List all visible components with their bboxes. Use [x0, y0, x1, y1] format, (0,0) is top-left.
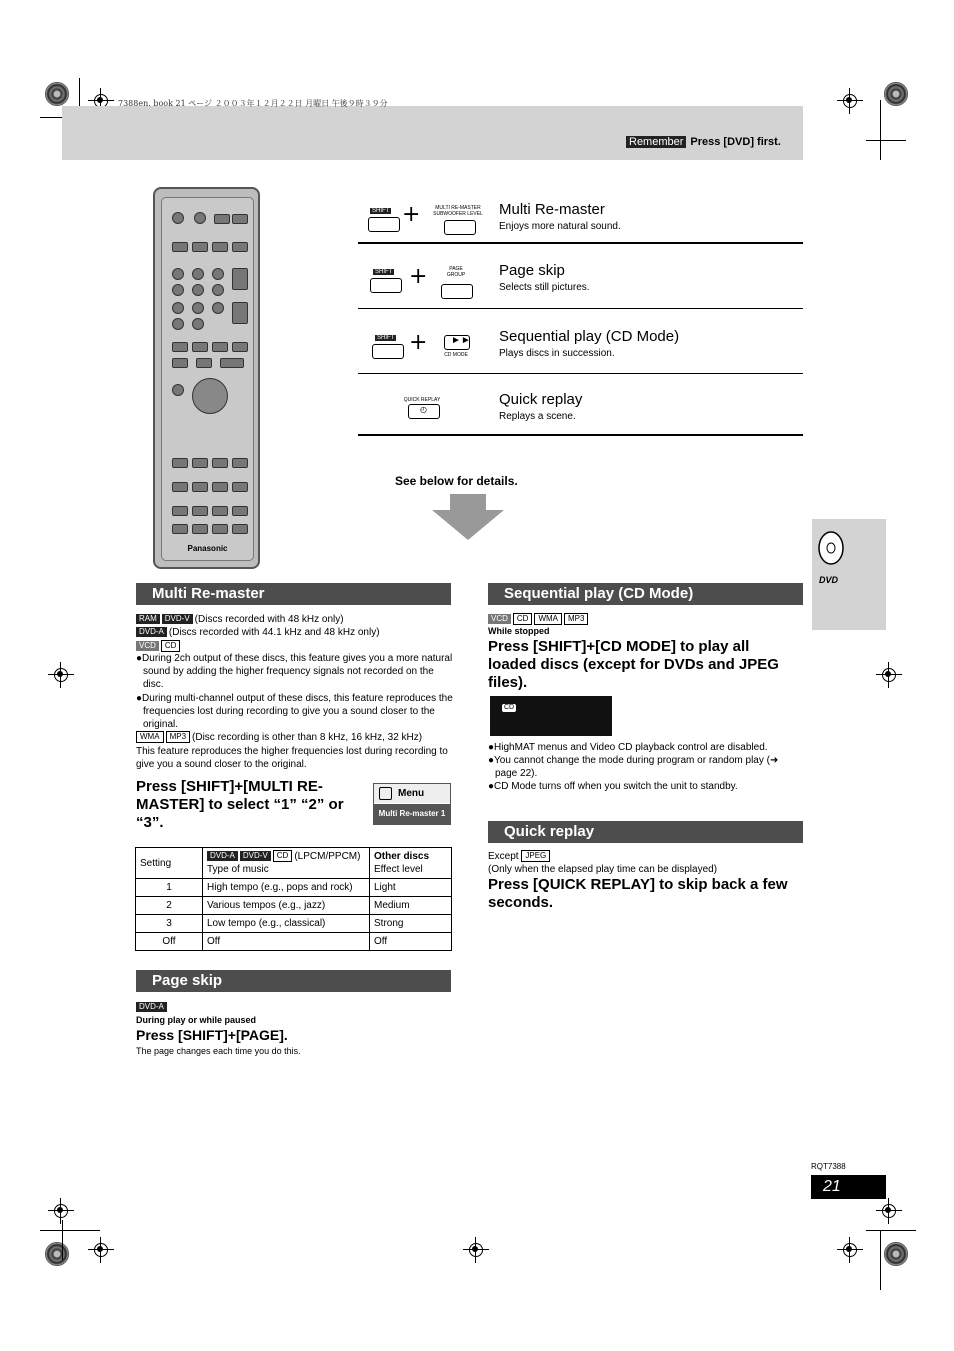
remote-key-icon: [212, 506, 228, 516]
tv-power-button-icon: [194, 212, 206, 224]
registration-target-icon: [837, 88, 863, 114]
disc-badge: VCD: [488, 614, 511, 624]
disc-line: [136, 1001, 169, 1014]
disc-line-2: [136, 626, 380, 639]
disc-badge: DVD-A: [136, 627, 167, 637]
multi-remaster-key-label: MULTI RE-MASTER SUBWOOFER LEVEL: [433, 205, 483, 217]
menu-title: Menu: [398, 788, 425, 799]
numeric-key-icon: [192, 268, 204, 280]
registration-target-icon: [48, 662, 74, 688]
remember-text: Press [DVD] first.: [690, 136, 781, 148]
remote-key-icon: [232, 214, 248, 224]
disc-note: (Discs recorded with 48 kHz only): [194, 614, 344, 625]
divider: [358, 242, 803, 244]
registration-target-icon: [463, 1237, 489, 1263]
bullet-item: ●You cannot change the mode during program or random play (➜ page 22).: [488, 755, 779, 779]
plus-icon: +: [402, 202, 421, 227]
file-info: 7388en. book 21 ページ ２００３年１２月２２日 月曜日 午後９時３９分: [118, 99, 388, 108]
section-heading-page-skip: Page skip: [136, 970, 451, 992]
feature-description: Replays a scene.: [499, 411, 576, 422]
numeric-key-icon: [192, 302, 204, 314]
feature-description: Plays discs in succession.: [499, 348, 615, 359]
plus-icon: +: [409, 264, 428, 289]
shift-key-label: SHIFT: [372, 208, 390, 214]
bullet-item: ●HighMAT menus and Video CD playback control are disabled.: [488, 742, 768, 753]
feature-description: Selects still pictures.: [499, 282, 590, 293]
disc-badge: DVD-V: [240, 851, 271, 861]
disc-badge: WMA: [136, 731, 164, 743]
cd-mode-display: [490, 696, 612, 736]
disc-badge: JPEG: [521, 850, 550, 862]
shift-key-label: SHIFT: [377, 335, 395, 341]
table-row: 1 High tempo (e.g., pops and rock) Light: [136, 879, 452, 897]
skip-key-icon: [192, 342, 208, 352]
disc-badge: CD: [273, 850, 293, 862]
crop-mark-bottom-left: [40, 1220, 120, 1290]
down-arrow-icon: [432, 494, 504, 540]
settings-table: [135, 847, 452, 951]
disc-note: (Disc recording is other than 8 kHz, 16 kHz, 32 kHz): [192, 732, 423, 743]
document-code: RQT7388: [811, 1162, 846, 1171]
instruction: Press [SHIFT]+[PAGE].: [136, 1027, 288, 1043]
bullet-item: ●During multi-channel output of these discs, this feature reproduces the frequencies lost during recording to give you a sound closer to the original.: [136, 693, 453, 730]
disc-badge: WMA: [534, 613, 562, 625]
remote-control-illustration: [153, 187, 260, 569]
numeric-key-icon: [212, 284, 224, 296]
dvd-disc-icon: [814, 528, 848, 568]
table-header-row: [136, 848, 452, 879]
crop-mark-top-right: [866, 100, 926, 170]
cd-mode-key-icon: [444, 335, 470, 350]
play-key-icon: [220, 358, 244, 368]
disc-line-4: [136, 731, 422, 744]
disc-badge: DVD-A: [207, 851, 238, 861]
quick-replay-key-label: QUICK REPLAY: [403, 397, 441, 403]
remote-key-icon: [172, 506, 188, 516]
numeric-key-icon: [192, 284, 204, 296]
quick-replay-key-icon: [408, 404, 440, 419]
top-menu-key-icon: [172, 384, 184, 396]
table-row: 2 Various tempos (e.g., jazz) Medium: [136, 897, 452, 915]
condition-text: While stopped: [488, 626, 550, 636]
table-row: Off Off Off: [136, 933, 452, 951]
disc-badge: RAM: [136, 614, 160, 624]
remote-key-icon: [172, 482, 188, 492]
remote-key-icon: [192, 506, 208, 516]
page-number: 21: [811, 1175, 886, 1199]
instruction: Press [SHIFT]+[MULTI RE-MASTER] to select “1” “2” or “3”.: [136, 778, 344, 831]
see-below-note: See below for details.: [395, 474, 518, 488]
volume-key-icon: [232, 302, 248, 324]
registration-disc-icon: [45, 82, 69, 106]
side-tab-label: DVD: [819, 575, 839, 585]
registration-target-icon: [876, 662, 902, 688]
remote-key-icon: [232, 242, 248, 252]
disc-badge: CD: [513, 613, 533, 625]
navigation-pad-icon: [192, 378, 228, 414]
table-header-cell: Other discs Effect level: [370, 848, 452, 879]
remote-key-icon: [172, 458, 188, 468]
remote-key-icon: [232, 524, 248, 534]
feature-title: Page skip: [499, 262, 565, 279]
feature-title: Multi Re-master: [499, 201, 605, 218]
cd-mode-key-label: CD MODE: [444, 352, 468, 358]
remember-tag: Remember: [626, 136, 686, 148]
numeric-key-icon: [172, 318, 184, 330]
disc-badge: DVD-A: [136, 1002, 167, 1012]
numeric-key-icon: [172, 284, 184, 296]
note-text: (Only when the elapsed play time can be displayed): [488, 864, 718, 875]
channel-key-icon: [232, 268, 248, 290]
clock-icon: ◴: [420, 405, 427, 414]
remote-key-icon: [172, 242, 188, 252]
table-row: 3 Low tempo (e.g., classical) Strong: [136, 915, 452, 933]
divider: [358, 373, 803, 374]
disc-badge: MP3: [564, 613, 588, 625]
fast-forward-icon: ►►: [451, 335, 471, 346]
remote-key-icon: [214, 214, 230, 224]
divider: [358, 308, 803, 309]
remote-key-icon: [192, 482, 208, 492]
disc-line-1: [136, 613, 344, 626]
table-header-cell: Setting: [136, 848, 203, 879]
remote-key-icon: [232, 506, 248, 516]
shift-key-icon: [372, 344, 404, 359]
shift-key-label: SHIFT: [375, 269, 393, 275]
skip-key-icon: [172, 342, 188, 352]
section-heading-multi-remaster: Multi Re-master: [136, 583, 451, 605]
bullet-item: ●During 2ch output of these discs, this feature gives you a more natural sound by adding the higher frequency signals not recorded on the disc.: [136, 653, 453, 690]
remote-key-icon: [212, 482, 228, 492]
numeric-key-icon: [212, 302, 224, 314]
multi-remaster-key-icon: [444, 220, 476, 235]
menu-item: Multi Re-master 1: [374, 804, 450, 824]
section-heading-quick-replay: Quick replay: [488, 821, 803, 843]
stop-key-icon: [172, 358, 188, 368]
menu-display: [373, 783, 451, 825]
divider: [358, 434, 803, 436]
registration-target-icon: [837, 1237, 863, 1263]
pause-key-icon: [196, 358, 212, 368]
remote-key-icon: [212, 524, 228, 534]
remote-key-icon: [232, 458, 248, 468]
header-band: [62, 106, 803, 160]
power-button-icon: [172, 212, 184, 224]
instruction: Press [SHIFT]+[CD MODE] to play all loaded discs (except for DVDs and JPEG files).: [488, 638, 779, 691]
numeric-key-icon: [192, 318, 204, 330]
feature-description: Enjoys more natural sound.: [499, 221, 621, 232]
cd-mode-indicator: CD: [504, 704, 515, 711]
disc-note: (Discs recorded with 44.1 kHz and 48 kHz only): [168, 627, 380, 638]
description-paragraph: This feature reproduces the higher frequencies lost during recording to give you a sound closer to the original.: [136, 746, 448, 770]
numeric-key-icon: [212, 268, 224, 280]
bullet-item: ●CD Mode turns off when you switch the unit to standby.: [488, 781, 738, 792]
disc-badge: VCD: [136, 641, 159, 651]
remote-brand-logo: Panasonic: [187, 544, 228, 553]
disc-badge: MP3: [166, 731, 190, 743]
remote-key-icon: [192, 458, 208, 468]
remote-key-icon: [212, 458, 228, 468]
remote-key-icon: [192, 524, 208, 534]
plus-icon: +: [409, 330, 428, 355]
remote-key-icon: [212, 242, 228, 252]
table-header-cell: DVD-A DVD-V CD (LPCM/PPCM) Type of music: [203, 848, 370, 879]
search-key-icon: [212, 342, 228, 352]
crop-mark-bottom-right: [866, 1220, 926, 1290]
search-key-icon: [232, 342, 248, 352]
page-group-key-label: PAGE GROUP: [446, 266, 466, 278]
instruction: Press [QUICK REPLAY] to skip back a few seconds.: [488, 876, 788, 911]
except-line: Except JPEG: [488, 850, 552, 863]
section-heading-sequential-play: Sequential play (CD Mode): [488, 583, 803, 605]
remote-key-icon: [172, 524, 188, 534]
page-group-key-icon: [441, 284, 473, 299]
remote-key-icon: [192, 242, 208, 252]
remote-key-icon: [232, 482, 248, 492]
disc-badge: CD: [161, 640, 181, 652]
feature-title: Quick replay: [499, 391, 583, 408]
menu-icon: [379, 787, 392, 800]
remember-note: [626, 136, 781, 148]
numeric-key-icon: [172, 268, 184, 280]
feature-title: Sequential play (CD Mode): [499, 328, 680, 345]
shift-key-icon: [370, 278, 402, 293]
note-text: The page changes each time you do this.: [136, 1046, 301, 1056]
numeric-key-icon: [172, 302, 184, 314]
shift-key-icon: [368, 217, 400, 232]
disc-badge: DVD-V: [162, 614, 193, 624]
condition-text: During play or while paused: [136, 1015, 257, 1025]
